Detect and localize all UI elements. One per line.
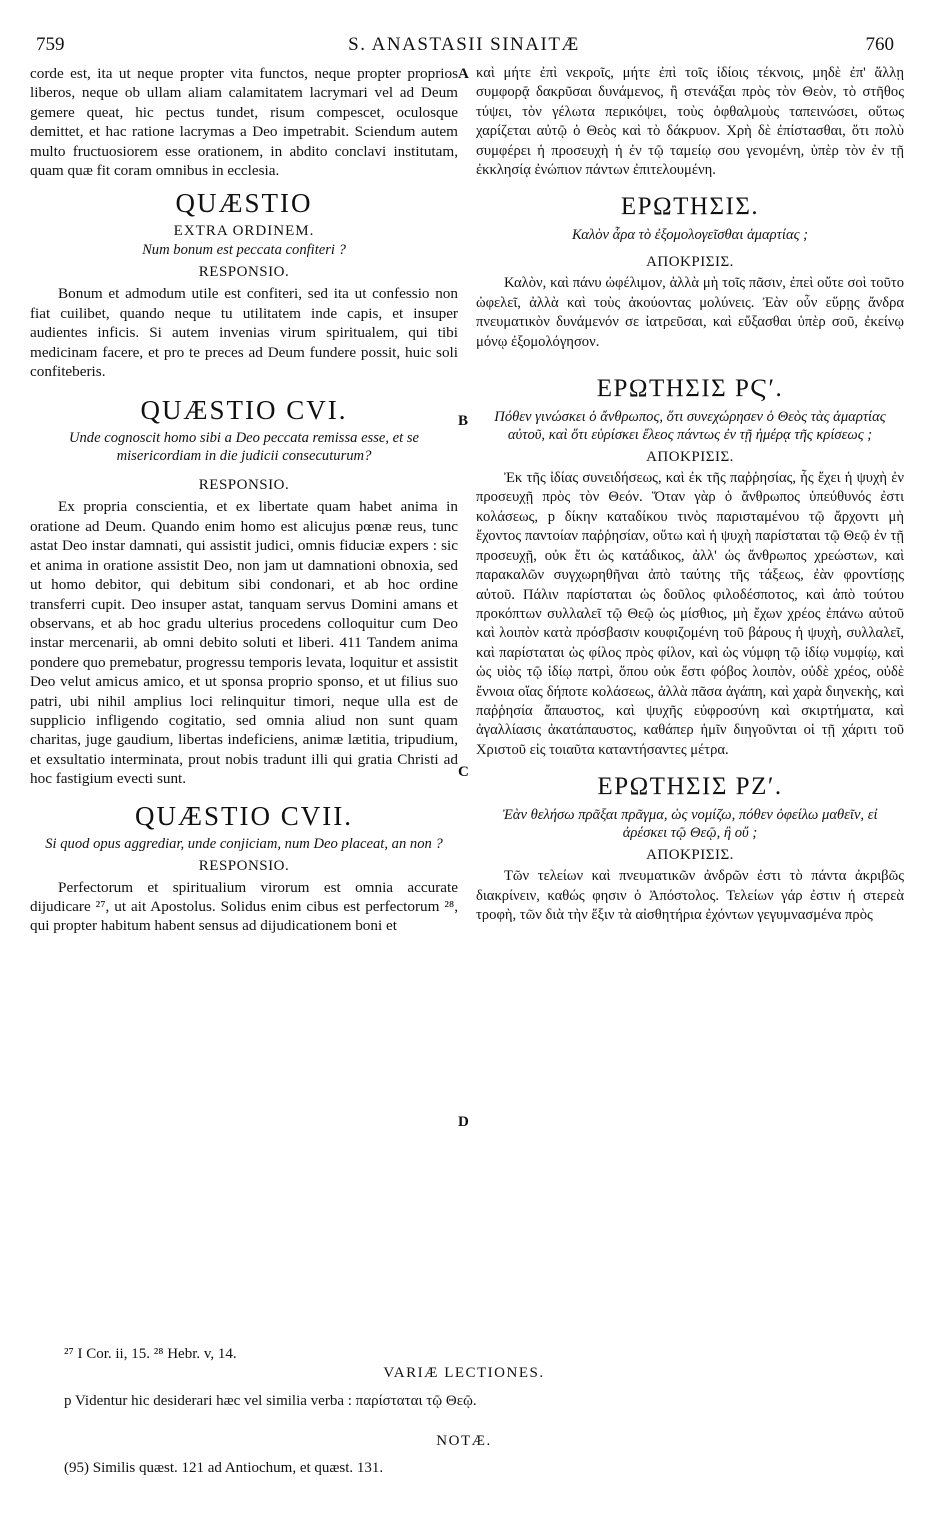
- greek-answer-paragraph: Ἐκ τῆς ἰδίας συνειδήσεως, καὶ ἐκ τῆς παῤῥησίας, ἧς ἔχει ἡ ψυχὴ ἐν προσευχῇ πρὸς τὸν Θεόν. Ὅταν γὰρ ὁ ἄνθρωπος ὑπεύθυνός ἐστι κολάσεως, p δίκην καταδίκου τινὸς παρισταμένου τῷ ἄρχοντι μὴ ἔχοντος παντοίαν παῤῥησίαν, οὕτω καὶ ἡ ψυχὴ παρίσταται τῷ Θεῷ ἐν τῇ προσευχῇ, οὐκ ἔτι ὡς κατάδικος, ἀλλ' ὡς ἄνθρωπος χρεώστων, καὶ παρακαλῶν συγχωρηθῆναι ἀπὸ ταύτης τῆς τάξεως, ἐὰν φροντίσῃς αὐτοῦ. Πάλιν παρίσταται ὡς δοῦλος φιλοδέσποτος, καὶ ἀπὸ τούτου προκόπτων συλλαλεῖ τῷ Θεῷ ὡς μίσθιος, μὴ ἔχων χρέος ἐπάνω αὐτοῦ καὶ λοιπὸν κατὰ πρόσβασιν κουφιζομένη τοῦ βάρους ἡ ψυχὴ, συλλαλεῖ, καὶ παρίσταται ὡς φίλος πρὸς φίλον, καὶ ὡς νύμφη τῷ ἰδίῳ νυμφίῳ, καὶ ὡς υἱὸς τῷ ἰδίῳ πατρὶ, ὅπου οὐκ ἔστι φόβος λοιπὸν, οὐδὲ χρέος, οὐδὲ ἔννοια οἵας δήποτε κολάσεως, ἀλλὰ πᾶσα ἀγάπη, καὶ χαρὰ διηνεκὴς, καὶ παῤῥησία ἄπαυστος, καὶ ψυχῆς εὐφροσύνη καὶ σκιρτήματα, καὶ ἀγαλλίασις ἀκατάπαυστος, καθάπερ ἡμῖν διηγοῦνται οἱ τῇ χάριτι τοῦ Χριστοῦ εἰς τοιαῦτα καταντήσαντες μέτρα.: [476, 470, 904, 758]
- latin-question-heading: QUÆSTIO: [175, 188, 313, 219]
- latin-response-heading: RESPONSIO.: [198, 477, 290, 494]
- margin-marker-a: A: [458, 66, 469, 82]
- page-header: [0, 34, 928, 60]
- latin-column: [30, 64, 458, 936]
- margin-marker-b: B: [458, 413, 469, 429]
- greek-column: [476, 64, 904, 925]
- greek-answer-paragraph: Τῶν τελείων καὶ πνευματικῶν ἀνδρῶν ἐστι τὸ πάντα ἀκριβῶς διακρίνειν, καθώς φησιν ὁ Ἀπόστολος. Τελείων γάρ ἐστιν ἡ στερεὰ τροφὴ, τῶν διὰ τὴν ἕξιν τὰ αἰσθητήρια ἐχόντων γεγυμνασμένα πρὸς: [476, 868, 904, 923]
- greek-answer-paragraph: Καλὸν, καὶ πάνυ ὠφέλιμον, ἀλλὰ μὴ τοῖς πᾶσιν, ἐπεὶ οὔτε σοὶ τοῦτο ὠφελεῖ, ἀλλὰ καὶ τοὺς ἀκούοντας μολύνεις. Ἐὰν οὖν εὕρῃς ἄνδρα πνευματικὸν δυνάμενόν σε ἰατρεῦσαι, καὶ εὔξασθαι ὑπὲρ σοῦ, ἐκείνῳ μόνῳ ἐξομολόγησον.: [476, 275, 904, 350]
- latin-answer-paragraph: Bonum et admodum utile est confiteri, sed ita ut confessio non fiat cuilibet, quando neque tu utilitatem inde capis, et insuper audientes inficis. Si autem invenias virum spiritualem, qui tibi medicinam facere, et pro te preces ad Deum fundere possit, huic soli confiteberis.: [30, 285, 458, 381]
- greek-question-heading: ΕΡΩΤΗΣΙΣ ΡϚʹ.: [596, 375, 784, 403]
- margin-marker-d: D: [458, 1114, 469, 1130]
- greek-response-heading: ΑΠΟΚΡΙΣΙΣ.: [646, 449, 734, 466]
- latin-answer-paragraph: Ex propria conscientia, et ex libertate quam habet anima in oratione ad Deum. Quando enim homo est alicujus pœnæ reus, tunc astat Deo instar damnati, qui assistit judici, omnis fiduciæ expers : sic et anima in oratione assistit Deo, non jam ut damnationi obnoxia, sed ut homo debitor, qui debitum sibi condonari, et ab hoc ordine transferri cupit. Deo insuper astat, tanquam servus Domini amans et observans, et ab hoc gradu ulterius procedens colloquitur cum Deo instar mercenarii, ab omni debito soluti et liberi. 411 Tandem anima pondere quo premebatur, progressu temporis levata, loquitur et assistit Deo velut amicus amico, et ut sponsa proprio sponso, et ut filius suo patri, ubi nihil amplius loci relinquitur timori, neque ulla est de supplicio infligendo cogitatio, sed omnia aliud non sunt quam charitas, juge gaudium, libertas indeficiens, animæ lætitia, tripudium, et exsultatio interminata, prout nobis tradunt illi qui gratia Christi ad hoc fastigium evecti sunt.: [30, 498, 458, 788]
- greek-response-heading: ΑΠΟΚΡΙΣΙΣ.: [646, 254, 734, 271]
- greek-question-text: Πόθεν γινώσκει ὁ ἄνθρωπος, ὅτι συνεχώρησεν ὁ Θεὸς τὰς ἁμαρτίας αὐτοῦ, καὶ ὅτι εὑρίσκει ἔλεος πάντως ἐν τῇ ἡμέρᾳ τῆς κρίσεως ;: [494, 409, 886, 444]
- greek-paragraph-intro: καὶ μήτε ἐπὶ νεκροῖς, μήτε ἐπὶ τοῖς ἰδίοις τέκνοις, μηδὲ ἐπ' ἄλλῃ συμφορᾷ δακρῦσαι δυνάμενος, ἢ στενάξαι πρὸς τὸν Θεὸν, τὸ στῆθος τύψει, τὸν γέλωτα περικόψει, τοὺς ὀφθαλμοὺς ταπεινώσει, οὕτως χαρίζεται αὐτῷ ὁ Θεὸς καὶ τὸ δάκρυον. Χρὴ δὲ ἐπίστασθαι, ὅτι πολὺ συμφέρει ἡ προσευχὴ ἡ ἐν τῷ ταμείῳ σου γενομένη, ὑπὲρ τὸν ἐν τῇ ἐκκλησίᾳ ἐνώπιον πάντων ἐπιτελουμένη.: [476, 65, 904, 179]
- latin-paragraph-intro: corde est, ita ut neque propter vita functos, neque propter proprios liberos, neque ob ullam aliam calamitatem lacrymari vel ad Deum gemere queat, hic pectus tundet, risum compescet, oculosque demittet, et hac ratione lacrymas a Deo impetrabit. Sciendum autem multo fructuosiorem esse orationem, in abdito conclavi institutam, quam quæ fit coram omnibus in ecclesia.: [30, 65, 458, 180]
- notae-heading: NOTÆ.: [436, 1433, 492, 1449]
- footnote-references: ²⁷ I Cor. ii, 15. ²⁸ Hebr. v, 14.: [64, 1346, 237, 1362]
- latin-question-heading: QUÆSTIO CVII.: [135, 800, 353, 831]
- latin-question-text: Unde cognoscit homo sibi a Deo peccata remissa esse, et se misericordiam in die judicii consecuturum?: [68, 430, 420, 465]
- greek-question-text: Καλὸν ἆρα τὸ ἐξομολογεῖσθαι ἁμαρτίας ;: [571, 227, 809, 244]
- latin-question-subheading: EXTRA ORDINEM.: [173, 223, 315, 240]
- latin-question-heading: QUÆSTIO CVI.: [140, 395, 348, 426]
- greek-response-heading: ΑΠΟΚΡΙΣΙΣ.: [646, 847, 734, 864]
- margin-marker-c: C: [458, 764, 469, 780]
- greek-question-heading: ΕΡΩΤΗΣΙΣ ΡΖʹ.: [597, 773, 783, 801]
- latin-response-heading: RESPONSIO.: [198, 857, 290, 874]
- latin-response-heading: RESPONSIO.: [198, 264, 290, 281]
- latin-question-text: Num bonum est peccata confiteri ?: [142, 242, 346, 259]
- variae-lectiones-text: p Videntur hic desiderari hæc vel similia verba : παρίσταται τῷ Θεῷ.: [64, 1393, 477, 1409]
- notae-text: (95) Similis quæst. 121 ad Antiochum, et quæst. 131.: [64, 1460, 384, 1476]
- running-title: S. ANASTASII SINAITÆ: [348, 34, 580, 55]
- latin-question-text: Si quod opus aggrediar, unde conjiciam, num Deo placeat, an non ?: [45, 835, 443, 852]
- page-number-right: 760: [865, 34, 894, 55]
- variae-lectiones-heading: VARIÆ LECTIONES.: [383, 1365, 545, 1381]
- greek-question-heading: ΕΡΩΤΗΣΙΣ.: [620, 193, 760, 221]
- greek-question-text: Ἐὰν θελήσω πρᾶξαι πρᾶγμα, ὡς νομίζω, πόθεν ὀφείλω μαθεῖν, εἰ ἀρέσκει τῷ Θεῷ, ἢ οὔ ;: [502, 807, 878, 842]
- latin-answer-paragraph: Perfectorum et spiritualium virorum est omnia accurate dijudicare ²⁷, ut ait Apostolus. Solidus enim cibus est perfectorum ²⁸, qui propter habitum habent sensus ad dijudicationem boni et: [30, 878, 458, 935]
- page-number-left: 759: [36, 34, 65, 55]
